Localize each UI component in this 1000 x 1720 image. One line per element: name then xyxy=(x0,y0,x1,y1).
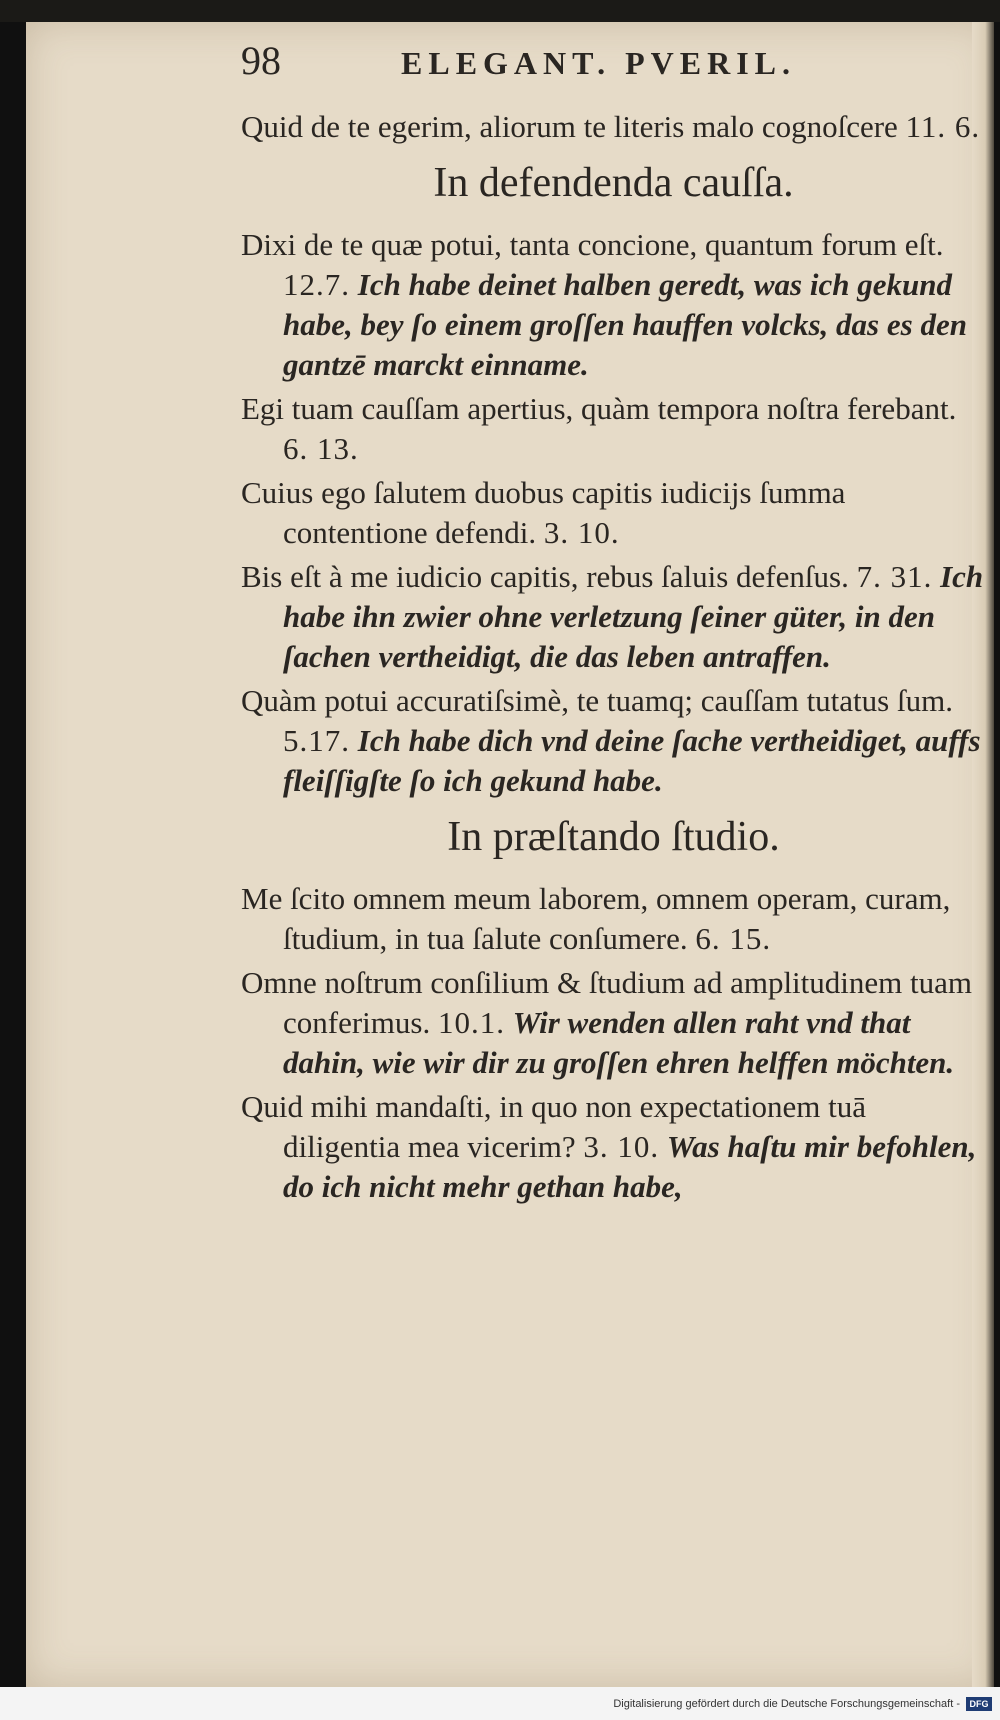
entry-reference: 6. 13. xyxy=(283,431,359,466)
entry xyxy=(241,879,986,959)
entry-reference: 10.1. xyxy=(437,1005,505,1040)
entry-latin: Dixi de te quæ potui, tanta concione, quantum forum eſt. xyxy=(241,227,944,262)
entry-german: Wir wenden allen raht vnd that dahin, wie wir dir zu groſſen ehren helffen möchten. xyxy=(283,1005,955,1080)
entry xyxy=(241,557,986,677)
entry-reference: 12.7. xyxy=(283,267,350,302)
digitization-footer xyxy=(0,1687,1000,1720)
entry-latin: Cuius ego ſalutem duobus capitis iudicijs ſumma contentione defendi. xyxy=(241,475,846,550)
entry xyxy=(241,225,986,385)
footer-credit: Digitalisierung gefördert durch die Deutsche Forschungsgemeinschaft - xyxy=(613,1697,960,1710)
entry-reference: 7. 31. xyxy=(856,559,933,594)
entry-latin: Quid de te egerim, aliorum te literis malo cognoſcere xyxy=(241,109,898,144)
running-head xyxy=(241,37,986,107)
entry-latin: Bis eſt à me iudicio capitis, rebus ſaluis defenſus. xyxy=(241,559,849,594)
entry xyxy=(241,1087,986,1207)
entry-german: Ich habe ihn zwier ohne verletzung ſeiner güter, in den ſachen vertheidigt, die das leben antraffen. xyxy=(283,559,984,674)
book-page xyxy=(26,22,994,1687)
entry-reference: 11. 6. xyxy=(905,109,981,144)
section-heading: In præſtando ſtudio. xyxy=(447,814,780,860)
entry xyxy=(241,963,986,1083)
entry-latin: Me ſcito omnem meum laborem, omnem operam, curam, ſtudium, in tua ſalute conſumere. xyxy=(241,881,951,956)
entry-reference: 3. 10. xyxy=(583,1129,660,1164)
entry-german: Ich habe dich vnd deine ſache vertheidiget, auffs fleiſſigſte ſo ich gekund habe. xyxy=(283,723,981,798)
entry-reference: 5.17. xyxy=(283,723,350,758)
entry xyxy=(241,681,986,801)
entry-reference: 6. 15. xyxy=(695,921,772,956)
entry-latin: Egi tuam cauſſam apertius, quàm tempora noſtra ferebant. xyxy=(241,391,957,426)
entry xyxy=(241,473,986,553)
scan-top-border xyxy=(0,0,1000,22)
entry-german: Was haſtu mir befohlen, do ich nicht mehr gethan habe, xyxy=(283,1129,977,1204)
section-heading: In defendenda cauſſa. xyxy=(433,160,794,206)
dfg-logo-icon: DFG xyxy=(966,1697,992,1711)
entry xyxy=(241,389,986,469)
text-block xyxy=(241,37,986,1211)
entry-latin: Quid mihi mandaſti, in quo non expectationem tuā diligentia mea vicerim? xyxy=(241,1089,867,1164)
entry-german: Ich habe deinet halben geredt, was ich gekund habe, bey ſo einem groſſen hauffen volcks, das es den gantzē marckt einname. xyxy=(283,267,967,382)
entry-latin: Quàm potui accuratiſsimè, te tuamq; cauſſam tutatus ſum. xyxy=(241,683,953,718)
entry xyxy=(241,107,986,147)
page-number: 98 xyxy=(241,38,281,83)
entry-latin: Omne noſtrum conſilium & ſtudium ad amplitudinem tuam conferimus. xyxy=(241,965,972,1040)
entry-reference: 3. 10. xyxy=(543,515,620,550)
running-title: ELEGANT. PVERIL. xyxy=(401,45,797,81)
